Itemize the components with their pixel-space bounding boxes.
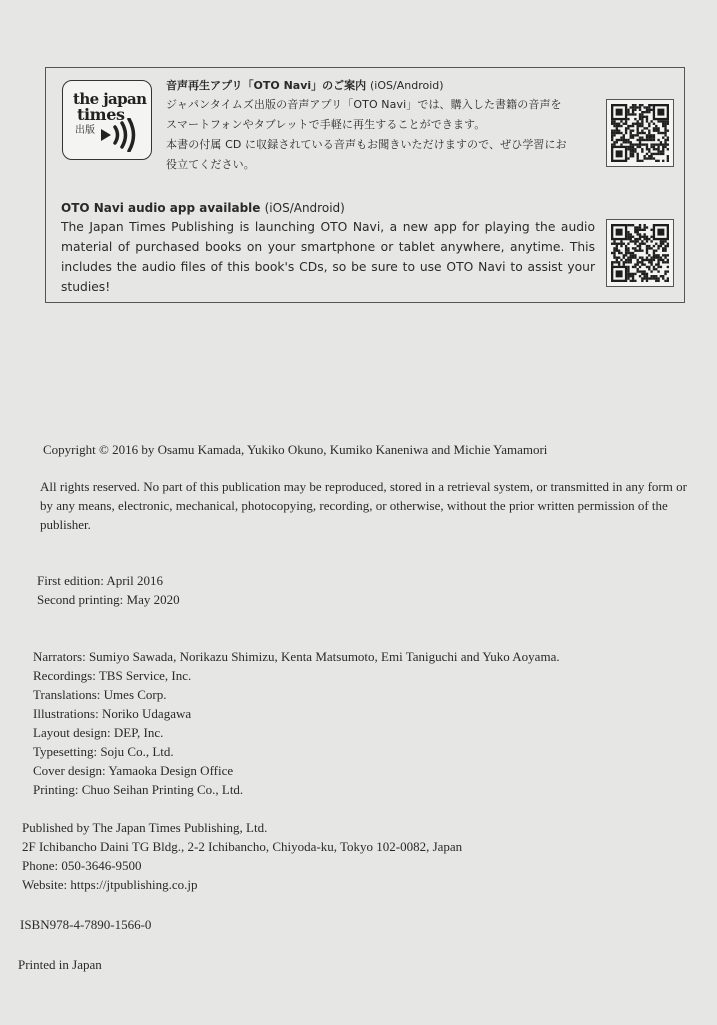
credit-illustrations: Illustrations: Noriko Udagawa xyxy=(33,706,192,721)
jp-description xyxy=(166,77,602,175)
en-body: The Japan Times Publishing is launching OTO Navi, a new app for playing the audio material of purchased books on your smartphone or tablet anywhere, anytime. This includes the audio files of this book's CDs, so be sure to use OTO Navi to assist your studies! xyxy=(61,220,595,294)
credit-cover: Cover design: Yamaoka Design Office xyxy=(33,763,234,778)
jp-line: 役立てください。 xyxy=(166,158,255,171)
credit-typesetting: Typesetting: Soju Co., Ltd. xyxy=(33,744,174,759)
en-description xyxy=(61,199,595,297)
credit-printing: Printing: Chuo Seihan Printing Co., Ltd. xyxy=(33,782,244,797)
jp-line: スマートフォンやタブレットで手軽に再生することができます。 xyxy=(166,118,486,131)
credits-list xyxy=(33,647,560,799)
qr-code-icon xyxy=(611,104,669,162)
en-title xyxy=(61,199,595,217)
publisher-website[interactable]: Website: https://jtpublishing.co.jp xyxy=(22,877,198,892)
jp-platform-text: (iOS/Android) xyxy=(370,79,444,92)
logo-text-line2: times xyxy=(77,105,125,124)
audio-sound-icon xyxy=(99,118,147,152)
credit-translations: Translations: Umes Corp. xyxy=(33,687,167,702)
publisher-info xyxy=(22,818,462,894)
publisher-address: 2F Ichibancho Daini TG Bldg., 2-2 Ichibancho, Chiyoda-ku, Tokyo 102-0082, Japan xyxy=(22,839,463,854)
edition-line: First edition: April 2016 xyxy=(37,573,164,588)
en-platform-text: (iOS/Android) xyxy=(264,201,345,215)
publisher-phone: Phone: 050-3646-9500 xyxy=(22,858,142,873)
logo-text-line3: 出版 xyxy=(75,125,95,136)
jp-line: 本書の付属 CD に収録されている音声もお聞きいただけますので、ぜひ学習にお xyxy=(166,138,567,151)
isbn: ISBN978-4-7890-1566-0 xyxy=(20,917,152,932)
en-title-text: OTO Navi audio app available xyxy=(61,201,261,215)
jp-line: ジャパンタイムズ出版の音声アプリ「OTO Navi」では、購入した書籍の音声を xyxy=(166,98,562,111)
jp-title-text: 音声再生アプリ「OTO Navi」のご案内 xyxy=(166,79,367,92)
qr-code-android[interactable] xyxy=(606,219,674,287)
printed-in: Printed in Japan xyxy=(18,957,102,972)
credit-recordings: Recordings: TBS Service, Inc. xyxy=(33,668,192,683)
oto-navi-info-box xyxy=(45,67,685,303)
publisher-name: Published by The Japan Times Publishing, Ltd. xyxy=(22,820,268,835)
edition-line: Second printing: May 2020 xyxy=(37,592,180,607)
copyright-notice: Copyright © 2016 by Osamu Kamada, Yukiko Okuno, Kumiko Kaneniwa and Michie Yamamori xyxy=(43,442,548,457)
qr-code-icon xyxy=(611,224,669,282)
jp-body xyxy=(166,95,602,175)
qr-code-ios[interactable] xyxy=(606,99,674,167)
credit-narrators: Narrators: Sumiyo Sawada, Norikazu Shimizu, Kenta Matsumoto, Emi Taniguchi and Yuko Aoyama. xyxy=(33,649,560,664)
credit-layout: Layout design: DEP, Inc. xyxy=(33,725,164,740)
rights-notice: All rights reserved. No part of this publication may be reproduced, stored in a retrieval system, or transmitted in any form or by any means, electronic, mechanical, photocopying, recording, or otherwise, without the prior written permission of the publisher. xyxy=(40,479,687,532)
jp-title xyxy=(166,77,602,95)
japan-times-logo xyxy=(62,80,152,160)
logo-text-line1: the japan xyxy=(73,90,147,108)
edition-info xyxy=(37,571,180,609)
